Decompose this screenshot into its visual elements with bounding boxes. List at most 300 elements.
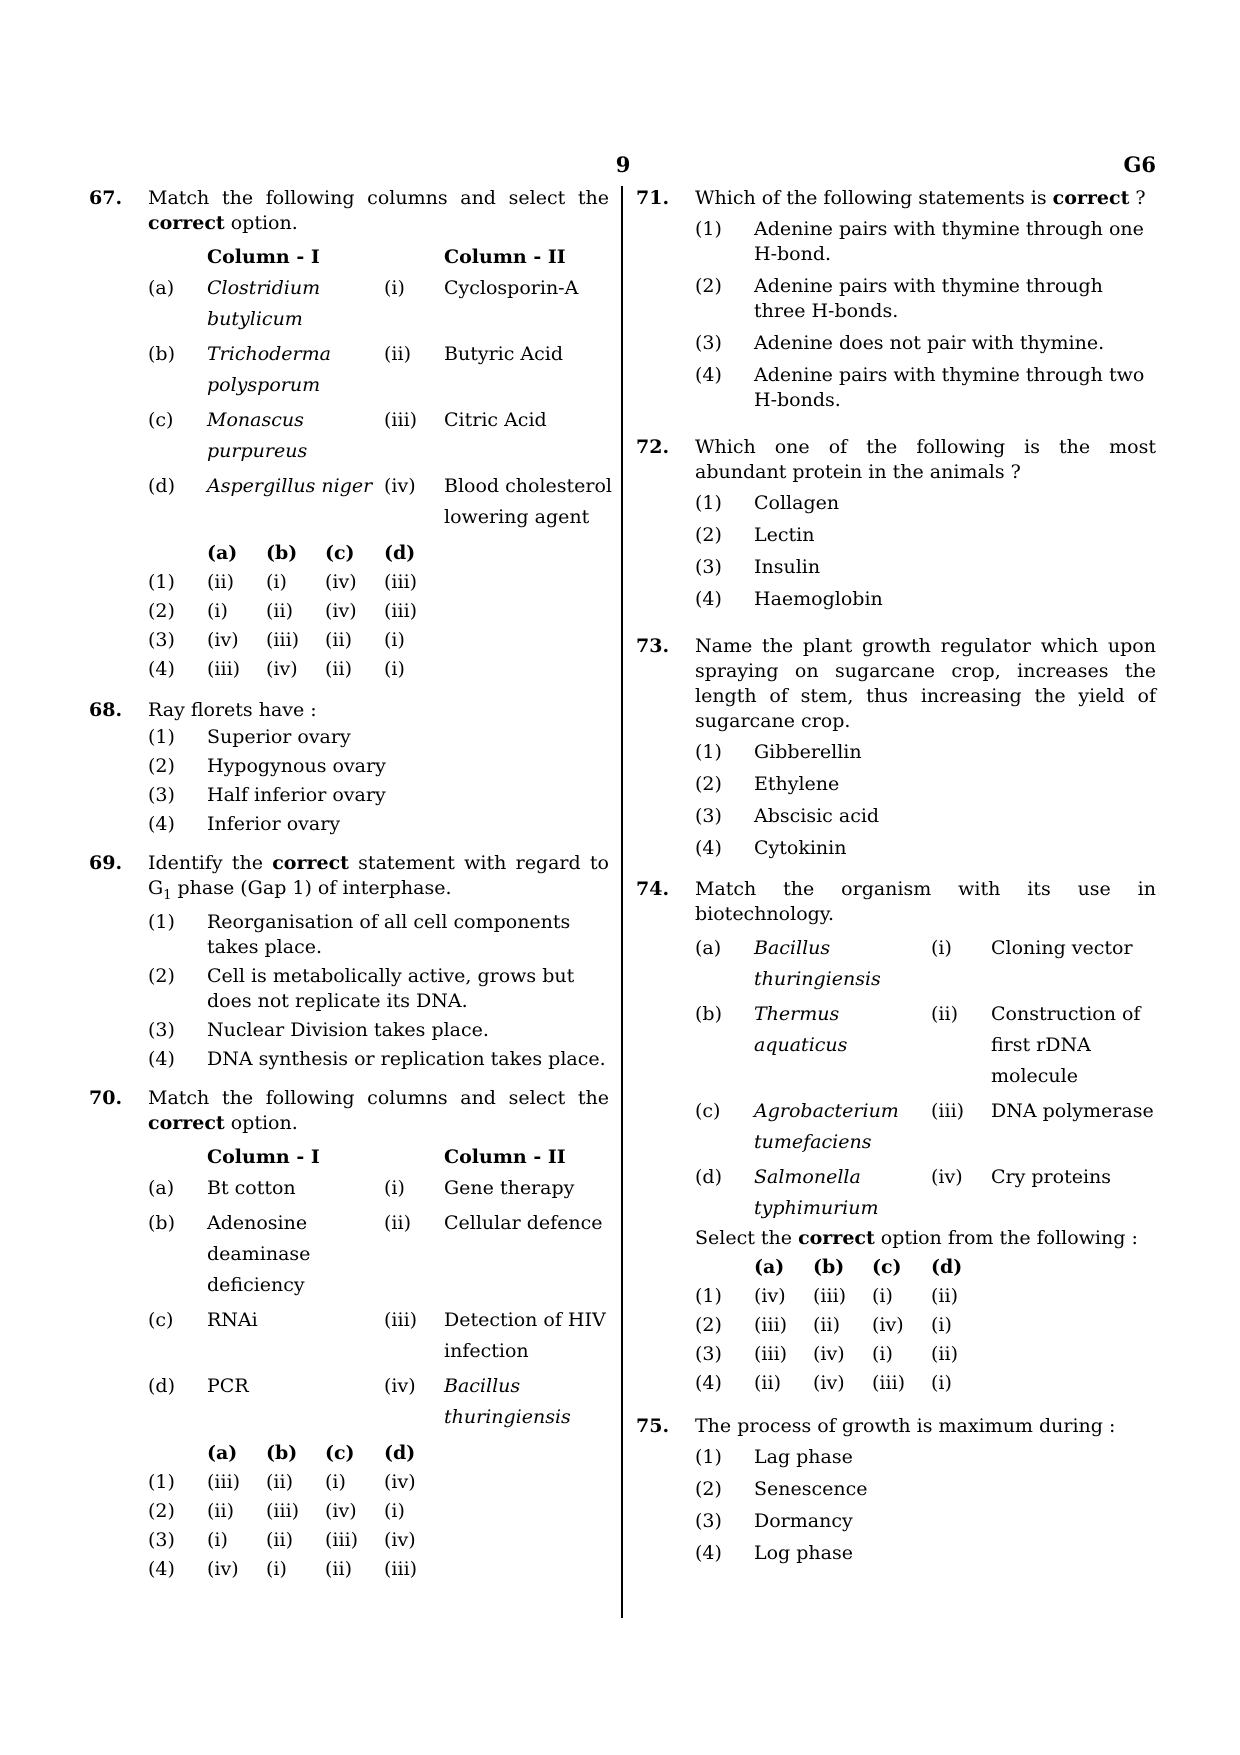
option-2[interactable] [695, 772, 1156, 797]
option-text: Reorganisation of all cell components takes place. [207, 910, 571, 958]
option-3[interactable] [148, 1018, 609, 1043]
option-number: (4) [695, 364, 722, 386]
answer-cell: (iii) [384, 600, 418, 622]
answer-cell: (ii) [754, 1372, 781, 1394]
match-row-cont [148, 304, 609, 335]
match-header [148, 1142, 609, 1173]
match-row-cont [148, 1402, 609, 1433]
match-row-cont [695, 1030, 1156, 1061]
match-row [148, 471, 612, 502]
option-1[interactable] [148, 725, 609, 750]
option-number: (2) [695, 1478, 722, 1500]
answer-option-1[interactable] [148, 1468, 609, 1497]
option-text: Collagen [754, 492, 840, 514]
answer-col-head: (c) [872, 1256, 902, 1278]
organism-name-cont: tumefaciens [754, 1131, 872, 1153]
roman-label: (ii) [931, 1003, 958, 1025]
option-text: Dormancy [754, 1510, 853, 1532]
organism-name-cont: thuringiensis [754, 968, 881, 990]
row-label: (a) [148, 277, 175, 299]
match-row [148, 339, 609, 370]
option-number: (4) [695, 1542, 722, 1564]
option-number: (1) [148, 1470, 175, 1493]
option-text: Nuclear Division takes place. [207, 1018, 489, 1041]
option-number: (2) [148, 600, 175, 622]
option-number: (1) [148, 726, 175, 748]
use-name-cont: molecule [991, 1065, 1078, 1087]
question-73 [636, 634, 1156, 861]
answer-cell: (ii) [813, 1314, 840, 1336]
answer-option-1[interactable] [148, 568, 609, 597]
answer-grid-header [148, 1439, 609, 1468]
answer-cell: (iii) [266, 1499, 300, 1522]
answer-col-head: (b) [813, 1256, 845, 1278]
answer-cell: (i) [325, 1470, 346, 1493]
match-row [148, 1208, 609, 1239]
answer-cell: (iv) [207, 629, 239, 651]
row-label: (c) [148, 409, 174, 431]
option-text: Superior ovary [207, 726, 351, 748]
match-row-cont [148, 436, 609, 467]
organism-name: Bacillus [754, 937, 831, 959]
option-2[interactable] [695, 523, 1156, 548]
product-name-cont: lowering agent [444, 506, 590, 528]
answer-cell: (iii) [813, 1285, 847, 1307]
option-1[interactable] [148, 910, 609, 960]
option-text: Senescence [754, 1478, 868, 1500]
question-74 [636, 877, 1156, 1398]
answer-option-4[interactable] [148, 655, 609, 684]
application-name: Cellular defence [444, 1211, 603, 1234]
subscript: 1 [163, 887, 172, 903]
option-4[interactable] [148, 1047, 609, 1072]
question-stem [148, 186, 609, 236]
match-row [695, 933, 1156, 964]
option-2[interactable] [695, 1477, 1156, 1502]
option-3[interactable] [695, 331, 1156, 356]
stem-emphasis: correct [148, 1111, 225, 1134]
answer-cell: (iii) [207, 1470, 241, 1493]
organism-name: Monascus [207, 409, 304, 431]
match-row [695, 1162, 1156, 1193]
option-number: (3) [148, 784, 175, 806]
answer-cell: (iii) [266, 629, 300, 651]
row-label: (a) [695, 937, 722, 959]
application-name: Detection of HIV [444, 1308, 606, 1331]
question-72 [636, 435, 1156, 612]
option-text: Cell is metabolically active, grows but does not replicate its DNA. [207, 964, 575, 1012]
answer-cell: (i) [266, 571, 287, 593]
question-number: 72. [636, 436, 670, 458]
option-number: (3) [148, 1528, 175, 1551]
organism-name: Aspergillus niger [207, 475, 373, 497]
option-number: (2) [148, 1499, 175, 1522]
question-stem [148, 851, 609, 908]
term-name-cont: deficiency [207, 1273, 305, 1296]
option-number: (4) [695, 1372, 722, 1394]
use-name: Construction of [991, 1003, 1141, 1025]
organism-name: Thermus [754, 1003, 840, 1025]
option-text: Adenine does not pair with thymine. [754, 332, 1105, 354]
roman-label: (iii) [931, 1100, 965, 1122]
option-number: (2) [148, 755, 175, 777]
question-number: 68. [89, 699, 123, 721]
product-name: Citric Acid [444, 409, 547, 431]
roman-label: (i) [384, 1176, 405, 1199]
option-text: Abscisic acid [754, 805, 880, 827]
match-row [148, 405, 609, 436]
match-row-cont [148, 502, 609, 533]
answer-cell: (iii) [754, 1343, 788, 1365]
answer-cell: (ii) [266, 1470, 293, 1493]
option-text: Gibberellin [754, 741, 862, 763]
column-2-heading: Column - II [444, 1145, 566, 1168]
application-name: Bacillus [444, 1374, 521, 1397]
match-row [695, 999, 1156, 1030]
answer-cell: (iii) [207, 658, 241, 680]
option-2[interactable] [148, 964, 609, 1014]
question-75 [636, 1414, 1156, 1566]
stem-text: option. [224, 1111, 298, 1134]
left-column [89, 186, 612, 1598]
stem-emphasis: correct [1052, 187, 1130, 209]
question-number: 73. [636, 635, 670, 657]
option-number: (1) [148, 910, 175, 933]
row-label: (b) [148, 1211, 175, 1234]
organism-name: Trichoderma [207, 343, 331, 365]
answer-cell: (iv) [266, 658, 298, 680]
match-row [148, 1371, 609, 1402]
stem-emphasis: correct [148, 212, 225, 234]
option-text: Adenine pairs with thymine through one H-bond. [754, 218, 1144, 265]
option-number: (3) [695, 556, 722, 578]
option-number: (1) [695, 1285, 722, 1307]
option-4[interactable] [695, 363, 1156, 413]
roman-label: (iv) [384, 475, 416, 497]
answer-col-head: (d) [931, 1256, 963, 1278]
option-text: Lectin [754, 524, 815, 546]
booklet-code: G6 [1123, 152, 1156, 177]
answer-cell: (iii) [872, 1372, 906, 1394]
option-3[interactable] [148, 783, 609, 808]
match-header [148, 242, 609, 273]
organism-name-cont: polysporum [207, 374, 321, 396]
answer-col-head: (d) [384, 542, 416, 564]
option-number: (1) [695, 741, 722, 763]
answer-col-head: (b) [266, 1441, 298, 1464]
answer-cell: (i) [931, 1314, 952, 1336]
use-name-cont: first rDNA [991, 1034, 1091, 1056]
column-divider [621, 186, 623, 1618]
answer-grid [148, 1439, 609, 1584]
use-name: DNA polymerase [991, 1100, 1154, 1122]
answer-grid [148, 539, 609, 684]
stem-text: Identify the [148, 852, 273, 874]
answer-col-head: (c) [325, 1441, 355, 1464]
answer-col-head: (a) [207, 542, 238, 564]
page-number: 9 [615, 152, 631, 177]
question-stem: Name the plant growth regulator which upon spraying on sugarcane crop, increases the length of stem, thus increasing the yield of sugarcane crop. [695, 635, 1156, 732]
answer-option-4[interactable] [148, 1555, 609, 1584]
match-row-cont [695, 1193, 1156, 1224]
match-table [148, 242, 612, 533]
answer-cell: (iv) [325, 1499, 357, 1522]
answer-cell: (iv) [754, 1285, 786, 1307]
match-row [148, 1305, 609, 1336]
answer-cell: (ii) [325, 629, 352, 651]
product-name: Blood cholesterol [444, 475, 612, 497]
option-text: Ethylene [754, 773, 840, 795]
option-text: Hypogynous ovary [207, 755, 386, 777]
question-number: 74. [636, 878, 670, 900]
answer-cell: (i) [384, 1499, 405, 1522]
option-number: (3) [148, 629, 175, 651]
answer-option-4[interactable] [695, 1369, 1156, 1398]
stem-text: statement with regard to [348, 852, 609, 874]
roman-label: (iv) [931, 1166, 963, 1188]
option-number: (3) [148, 1018, 175, 1041]
row-label: (a) [148, 1176, 175, 1199]
answer-option-2[interactable] [148, 597, 609, 626]
stem-text: Select the [695, 1227, 799, 1249]
option-text: Half inferior ovary [207, 784, 386, 806]
option-text: DNA synthesis or replication takes place. [207, 1047, 606, 1070]
answer-cell: (i) [931, 1372, 952, 1394]
answer-cell: (iii) [325, 1528, 359, 1551]
option-number: (2) [695, 1314, 722, 1336]
question-stem [695, 186, 1156, 211]
term-name: PCR [207, 1374, 249, 1397]
application-name: Gene therapy [444, 1176, 575, 1199]
row-label: (c) [148, 1308, 174, 1331]
match-row-cont [148, 1270, 609, 1301]
row-label: (b) [695, 1003, 722, 1025]
answer-cell: (iv) [207, 1557, 239, 1580]
match-row [148, 1173, 609, 1204]
answer-cell: (ii) [325, 658, 352, 680]
stem-emphasis: correct [272, 852, 349, 874]
answer-cell: (i) [384, 658, 405, 680]
question-number: 67. [89, 187, 123, 209]
match-row-cont [695, 1127, 1156, 1158]
answer-cell: (i) [207, 600, 228, 622]
answer-cell: (iv) [872, 1314, 904, 1336]
option-3[interactable] [695, 555, 1156, 580]
answer-cell: (iv) [813, 1372, 845, 1394]
option-number: (3) [695, 805, 722, 827]
answer-cell: (iv) [384, 1528, 416, 1551]
option-number: (2) [695, 275, 722, 297]
answer-option-3[interactable] [695, 1340, 1156, 1369]
column-1-heading: Column - I [207, 246, 320, 268]
match-row-cont [148, 1336, 609, 1367]
question-number: 75. [636, 1415, 670, 1437]
option-2[interactable] [148, 754, 609, 779]
term-name: Adenosine [207, 1211, 308, 1234]
option-number: (3) [695, 332, 722, 354]
question-stem: Which one of the following is the most abundant protein in the animals ? [695, 436, 1156, 483]
option-number: (3) [695, 1343, 722, 1365]
stem-text: Match the following columns and select the [148, 187, 609, 209]
answer-option-3[interactable] [148, 626, 609, 655]
answer-cell: (ii) [266, 1528, 293, 1551]
answer-col-head: (c) [325, 542, 355, 564]
column-1-heading: Column - I [207, 1145, 320, 1168]
application-name-cont: infection [444, 1339, 529, 1362]
option-text: Log phase [754, 1542, 853, 1564]
option-2[interactable] [695, 274, 1156, 324]
option-number: (3) [695, 1510, 722, 1532]
question-68 [89, 698, 609, 837]
row-label: (d) [148, 475, 175, 497]
option-number: (1) [695, 218, 722, 240]
question-number: 69. [89, 852, 123, 874]
option-number: (1) [695, 492, 722, 514]
select-instruction [695, 1226, 1156, 1251]
option-text: Adenine pairs with thymine through two H-bonds. [754, 364, 1145, 411]
organism-name-cont: aquaticus [754, 1034, 848, 1056]
answer-cell: (i) [872, 1343, 893, 1365]
option-number: (4) [148, 1047, 175, 1070]
option-3[interactable] [695, 1509, 1156, 1534]
match-table [695, 933, 1156, 1224]
option-4[interactable] [695, 1541, 1156, 1566]
answer-cell: (ii) [931, 1285, 958, 1307]
answer-cell: (iv) [384, 1470, 416, 1493]
organism-name-cont: purpureus [207, 440, 308, 462]
option-text: Adenine pairs with thymine through three H-bonds. [754, 275, 1103, 322]
roman-label: (iv) [384, 1374, 416, 1397]
option-1[interactable] [695, 491, 1156, 516]
answer-option-1[interactable] [695, 1282, 1156, 1311]
stem-text: option. [224, 212, 298, 234]
stem-text: Which of the following statements is [695, 187, 1053, 209]
use-name: Cry proteins [991, 1166, 1112, 1188]
roman-label: (ii) [384, 1211, 411, 1234]
answer-col-head: (b) [266, 542, 298, 564]
option-4[interactable] [695, 587, 1156, 612]
question-number: 70. [89, 1086, 123, 1109]
question-71 [636, 186, 1156, 413]
option-number: (1) [695, 1446, 722, 1468]
answer-cell: (ii) [266, 600, 293, 622]
question-stem: Ray florets have : [148, 699, 317, 721]
option-text: Lag phase [754, 1446, 853, 1468]
question-69 [89, 851, 609, 1072]
roman-label: (ii) [384, 343, 411, 365]
use-name: Cloning vector [991, 937, 1133, 959]
organism-name-cont: typhimurium [754, 1197, 879, 1219]
answer-cell: (iii) [754, 1314, 788, 1336]
answer-cell: (ii) [207, 1499, 234, 1522]
option-number: (2) [695, 773, 722, 795]
row-label: (c) [695, 1100, 721, 1122]
option-3[interactable] [695, 804, 1156, 829]
row-label: (d) [695, 1166, 722, 1188]
option-4[interactable] [695, 836, 1156, 861]
answer-cell: (i) [207, 1528, 228, 1551]
term-name-cont: deaminase [207, 1242, 311, 1265]
question-67 [89, 186, 612, 684]
question-stem: Match the organism with its use in biotechnology. [695, 878, 1156, 925]
stem-text: option from the following : [874, 1227, 1138, 1249]
organism-name-cont: butylicum [207, 308, 303, 330]
option-text: Haemoglobin [754, 588, 883, 610]
roman-label: (iii) [384, 409, 418, 431]
row-label: (d) [148, 1374, 175, 1397]
match-row-cont [148, 1239, 609, 1270]
answer-cell: (iv) [325, 571, 357, 593]
stem-emphasis: correct [798, 1227, 875, 1249]
option-number: (4) [695, 837, 722, 859]
stem-text: ? [1129, 187, 1146, 209]
answer-cell: (ii) [931, 1343, 958, 1365]
organism-name: Clostridium [207, 277, 321, 299]
stem-text: G [148, 877, 164, 899]
option-1[interactable] [695, 740, 1156, 765]
option-1[interactable] [695, 217, 1156, 267]
question-stem [148, 1086, 609, 1136]
option-text: Cytokinin [754, 837, 847, 859]
organism-name: Salmonella [754, 1166, 861, 1188]
option-number: (2) [148, 964, 175, 987]
answer-grid-header [148, 539, 609, 568]
answer-cell: (ii) [207, 571, 234, 593]
row-label: (b) [148, 343, 175, 365]
option-1[interactable] [695, 1445, 1156, 1470]
stem-text: Match the following columns and select the [148, 1086, 609, 1109]
answer-option-3[interactable] [148, 1526, 609, 1555]
answer-cell: (i) [384, 629, 405, 651]
match-table [148, 1142, 609, 1433]
answer-cell: (iv) [325, 600, 357, 622]
match-row [148, 273, 609, 304]
answer-option-2[interactable] [695, 1311, 1156, 1340]
answer-col-head: (a) [754, 1256, 785, 1278]
term-name: RNAi [207, 1308, 258, 1331]
answer-cell: (ii) [325, 1557, 352, 1580]
answer-col-head: (d) [384, 1441, 416, 1464]
term-name: Bt cotton [207, 1176, 296, 1199]
match-row-cont [695, 964, 1156, 995]
option-number: (4) [148, 813, 175, 835]
right-column [636, 186, 1156, 1580]
roman-label: (i) [931, 937, 952, 959]
match-row-cont [695, 1061, 1156, 1092]
column-2-heading: Column - II [444, 246, 566, 268]
question-stem: The process of growth is maximum during : [695, 1415, 1116, 1437]
answer-cell: (iii) [384, 571, 418, 593]
organism-name: Agrobacterium [754, 1100, 899, 1122]
option-4[interactable] [148, 812, 609, 837]
option-number: (1) [148, 571, 175, 593]
option-text: Inferior ovary [207, 813, 341, 835]
product-name: Cyclosporin-A [444, 277, 579, 299]
question-70 [89, 1086, 609, 1584]
answer-cell: (i) [872, 1285, 893, 1307]
product-name: Butyric Acid [444, 343, 564, 365]
answer-col-head: (a) [207, 1441, 238, 1464]
option-number: (4) [148, 1557, 175, 1580]
answer-grid [695, 1253, 1156, 1398]
answer-option-2[interactable] [148, 1497, 609, 1526]
match-row [695, 1096, 1156, 1127]
question-number: 71. [636, 187, 670, 209]
option-number: (4) [148, 658, 175, 680]
option-number: (2) [695, 524, 722, 546]
answer-cell: (iii) [384, 1557, 418, 1580]
option-number: (4) [695, 588, 722, 610]
